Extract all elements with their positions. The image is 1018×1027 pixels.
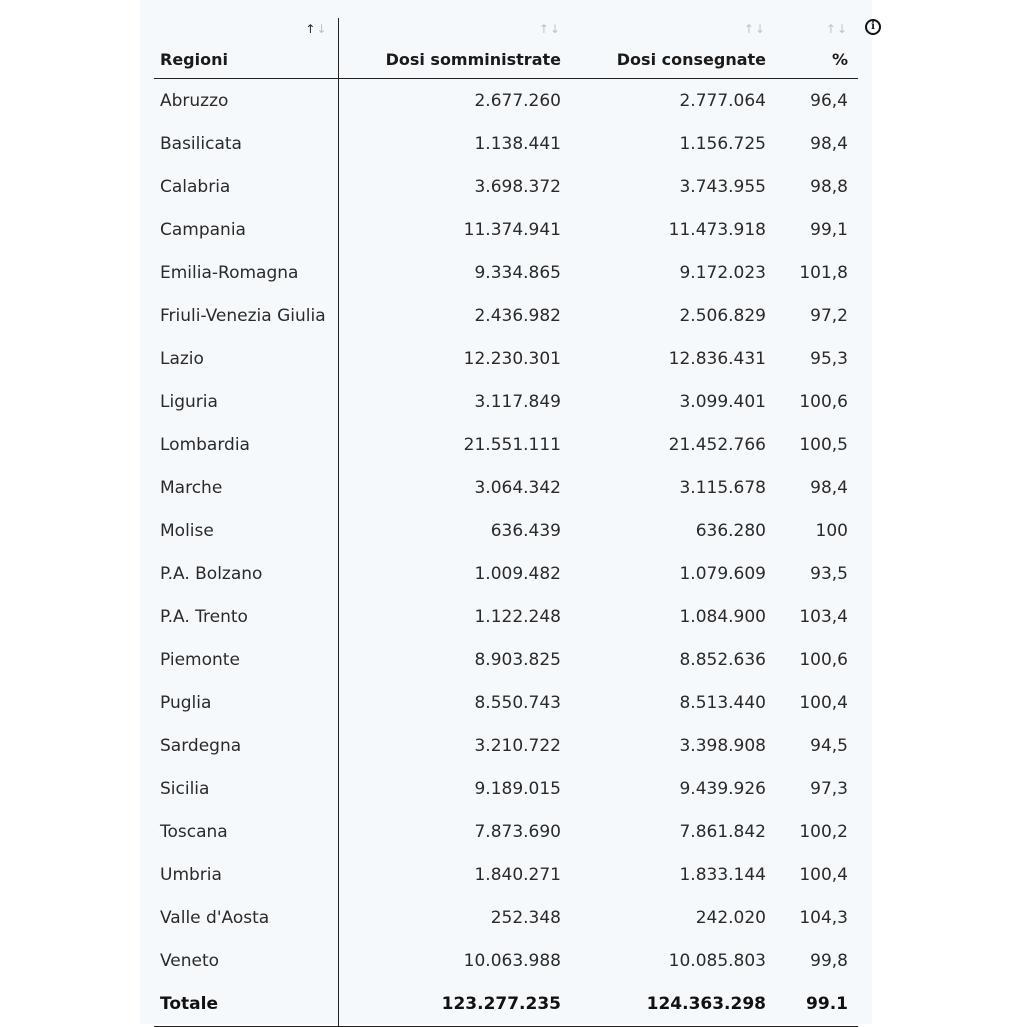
percent-cell: 95,3: [810, 348, 848, 369]
sort-icon[interactable]: ↑↓: [538, 22, 561, 36]
administered-cell: 8.903.825: [474, 649, 561, 670]
header-label: Dosi consegnate: [616, 50, 766, 69]
percent-cell: 100,6: [799, 391, 848, 412]
table-row: [154, 294, 858, 337]
region-cell: Veneto: [154, 939, 338, 982]
region-cell: Emilia-Romagna: [154, 251, 338, 294]
region-cell: Umbria: [154, 853, 338, 896]
delivered-cell: 3.398.908: [679, 735, 766, 756]
administered-cell: 9.334.865: [474, 262, 561, 283]
info-icon[interactable]: i: [865, 19, 881, 35]
delivered-cell: 3.099.401: [679, 391, 766, 412]
region-cell: Calabria: [154, 165, 338, 208]
administered-cell: 1.840.271: [474, 864, 561, 885]
table-row: [154, 810, 858, 853]
delivered-cell: 10.085.803: [668, 950, 766, 971]
percent-cell: 99,8: [810, 950, 848, 971]
header-label: Regioni: [160, 50, 228, 69]
region-cell: Molise: [154, 509, 338, 552]
delivered-cell: 9.439.926: [679, 778, 766, 799]
administered-cell: 3.210.722: [474, 735, 561, 756]
sort-icon[interactable]: ↑↓: [825, 22, 848, 36]
delivered-cell: 2.506.829: [679, 305, 766, 326]
administered-cell: 8.550.743: [474, 692, 561, 713]
table-row: [154, 724, 858, 767]
percent-cell: 99,1: [810, 219, 848, 240]
delivered-cell: 12.836.431: [668, 348, 766, 369]
administered-cell: 2.436.982: [474, 305, 561, 326]
table-row: [154, 79, 858, 123]
header-label: Dosi somministrate: [385, 50, 561, 69]
administered-cell: 636.439: [490, 520, 561, 541]
header-label: %: [831, 50, 848, 69]
delivered-cell: 8.852.636: [679, 649, 766, 670]
table-body: [154, 79, 858, 1027]
table-row: [154, 509, 858, 552]
table-row: [154, 638, 858, 681]
delivered-cell: 2.777.064: [679, 90, 766, 111]
region-cell: P.A. Bolzano: [154, 552, 338, 595]
region-cell: Abruzzo: [154, 79, 338, 123]
percent-cell: 104,3: [799, 907, 848, 928]
region-cell: Piemonte: [154, 638, 338, 681]
table-row: [154, 380, 858, 423]
percent-cell: 100,2: [799, 821, 848, 842]
header-regioni[interactable]: [154, 18, 338, 79]
percent-cell: 98,4: [810, 133, 848, 154]
region-cell: Sardegna: [154, 724, 338, 767]
table-row: [154, 165, 858, 208]
delivered-cell: 1.079.609: [679, 563, 766, 584]
percent-cell: 98,4: [810, 477, 848, 498]
administered-cell: 12.230.301: [463, 348, 561, 369]
table-row: [154, 466, 858, 509]
percent-cell: 93,5: [810, 563, 848, 584]
administered-cell: 1.009.482: [474, 563, 561, 584]
region-cell: Basilicata: [154, 122, 338, 165]
region-cell: Valle d'Aosta: [154, 896, 338, 939]
administered-cell: 3.117.849: [474, 391, 561, 412]
region-cell: Toscana: [154, 810, 338, 853]
header-percent[interactable]: [776, 18, 858, 79]
total-row: [154, 982, 858, 1027]
percent-cell: 97,2: [810, 305, 848, 326]
total-percent: 99.1: [776, 982, 858, 1027]
table-row: [154, 251, 858, 294]
region-cell: Campania: [154, 208, 338, 251]
percent-cell: 97,3: [810, 778, 848, 799]
region-cell: Lazio: [154, 337, 338, 380]
administered-cell: 11.374.941: [463, 219, 561, 240]
percent-cell: 100: [815, 520, 848, 541]
table-row: [154, 337, 858, 380]
header-dosi-somministrate[interactable]: [338, 18, 571, 79]
percent-cell: 98,8: [810, 176, 848, 197]
table-row: [154, 767, 858, 810]
region-cell: Puglia: [154, 681, 338, 724]
percent-cell: 96,4: [810, 90, 848, 111]
header-row: [154, 18, 858, 79]
percent-cell: 100,6: [799, 649, 848, 670]
total-administered: 123.277.235: [338, 982, 571, 1027]
delivered-cell: 636.280: [695, 520, 766, 541]
delivered-cell: 1.156.725: [679, 133, 766, 154]
sort-icon[interactable]: ↑↓: [743, 22, 766, 36]
delivered-cell: 21.452.766: [668, 434, 766, 455]
administered-cell: 7.873.690: [474, 821, 561, 842]
delivered-cell: 3.115.678: [679, 477, 766, 498]
vaccine-doses-table: [154, 18, 858, 1027]
percent-cell: 94,5: [810, 735, 848, 756]
percent-cell: 100,5: [799, 434, 848, 455]
table-row: [154, 939, 858, 982]
region-cell: Marche: [154, 466, 338, 509]
administered-cell: 3.064.342: [474, 477, 561, 498]
total-delivered: 124.363.298: [571, 982, 776, 1027]
delivered-cell: 1.084.900: [679, 606, 766, 627]
region-cell: Sicilia: [154, 767, 338, 810]
table-row: [154, 552, 858, 595]
percent-cell: 103,4: [799, 606, 848, 627]
percent-cell: 101,8: [799, 262, 848, 283]
table-row: [154, 423, 858, 466]
region-cell: Lombardia: [154, 423, 338, 466]
table-row: [154, 853, 858, 896]
percent-cell: 100,4: [799, 864, 848, 885]
delivered-cell: 3.743.955: [679, 176, 766, 197]
header-dosi-consegnate[interactable]: [571, 18, 776, 79]
table-row: [154, 208, 858, 251]
administered-cell: 1.138.441: [474, 133, 561, 154]
administered-cell: 252.348: [490, 907, 561, 928]
administered-cell: 9.189.015: [474, 778, 561, 799]
region-cell: Liguria: [154, 380, 338, 423]
table-row: [154, 896, 858, 939]
delivered-cell: 8.513.440: [679, 692, 766, 713]
delivered-cell: 242.020: [695, 907, 766, 928]
delivered-cell: 1.833.144: [679, 864, 766, 885]
delivered-cell: 11.473.918: [668, 219, 766, 240]
total-label: Totale: [154, 982, 338, 1027]
sort-icon[interactable]: ↑↓: [305, 22, 328, 36]
administered-cell: 2.677.260: [474, 90, 561, 111]
administered-cell: 1.122.248: [474, 606, 561, 627]
region-cell: P.A. Trento: [154, 595, 338, 638]
delivered-cell: 9.172.023: [679, 262, 766, 283]
table-row: [154, 595, 858, 638]
administered-cell: 3.698.372: [474, 176, 561, 197]
table-row: [154, 122, 858, 165]
region-cell: Friuli-Venezia Giulia: [154, 294, 338, 337]
table-row: [154, 681, 858, 724]
delivered-cell: 7.861.842: [679, 821, 766, 842]
administered-cell: 10.063.988: [463, 950, 561, 971]
administered-cell: 21.551.111: [463, 434, 561, 455]
percent-cell: 100,4: [799, 692, 848, 713]
